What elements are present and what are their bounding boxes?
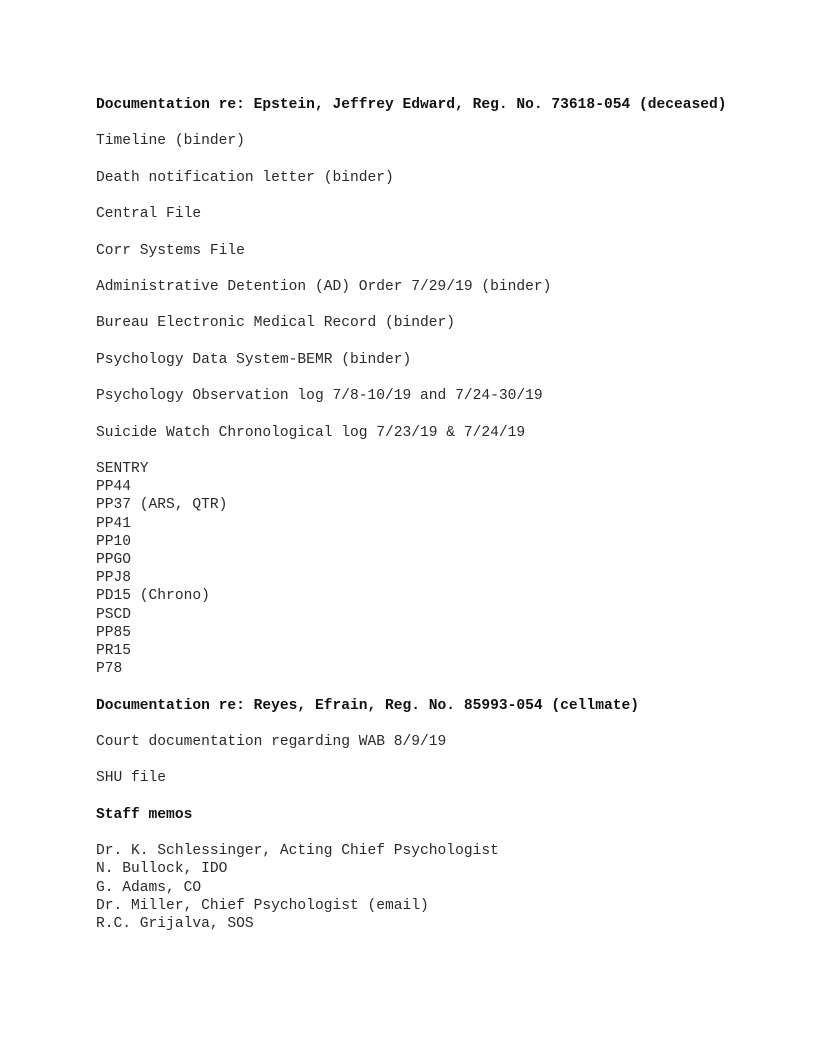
- list-item: P78: [96, 661, 123, 678]
- document-item-psychology-data-system: Psychology Data System-BEMR (binder): [96, 351, 412, 368]
- list-item: PD15 (Chrono): [96, 588, 210, 605]
- sentry-list: [96, 460, 776, 678]
- document-page: [96, 96, 776, 933]
- list-item: PPGO: [96, 551, 132, 568]
- list-item: SENTRY: [96, 460, 149, 477]
- list-item: PP85: [96, 624, 132, 641]
- staff-memo-list: [96, 842, 776, 933]
- document-item-ad-order: Administrative Detention (AD) Order 7/29/19 (binder): [96, 278, 552, 295]
- section-heading-reyes: Documentation re: Reyes, Efrain, Reg. No. 85993-054 (cellmate): [96, 697, 639, 714]
- list-item: N. Bullock, IDO: [96, 861, 228, 878]
- list-item: PR15: [96, 642, 132, 659]
- list-item: PPJ8: [96, 570, 132, 587]
- document-item-shu-file: SHU file: [96, 770, 167, 787]
- list-item: PP41: [96, 515, 132, 532]
- list-item: R.C. Grijalva, SOS: [96, 915, 254, 932]
- document-item-suicide-watch-log: Suicide Watch Chronological log 7/23/19 & 7/24/19: [96, 424, 526, 441]
- document-item-death-notification: Death notification letter (binder): [96, 169, 394, 186]
- list-item: PP44: [96, 479, 132, 496]
- document-item-timeline: Timeline (binder): [96, 133, 245, 150]
- list-item: PP37 (ARS, QTR): [96, 497, 228, 514]
- list-item: Dr. Miller, Chief Psychologist (email): [96, 897, 429, 914]
- document-item-court-documentation: Court documentation regarding WAB 8/9/19: [96, 733, 447, 750]
- section-heading-staff-memos: Staff memos: [96, 806, 193, 823]
- document-item-corr-systems-file: Corr Systems File: [96, 242, 245, 259]
- document-item-observation-log: Psychology Observation log 7/8-10/19 and 7/24-30/19: [96, 388, 543, 405]
- list-item: G. Adams, CO: [96, 879, 202, 896]
- document-item-medical-record: Bureau Electronic Medical Record (binder): [96, 315, 456, 332]
- list-item: Dr. K. Schlessinger, Acting Chief Psychologist: [96, 843, 499, 860]
- list-item: PSCD: [96, 606, 132, 623]
- document-item-central-file: Central File: [96, 206, 202, 223]
- section-heading-epstein: Documentation re: Epstein, Jeffrey Edward, Reg. No. 73618-054 (deceased): [96, 97, 727, 113]
- list-item: PP10: [96, 533, 132, 550]
